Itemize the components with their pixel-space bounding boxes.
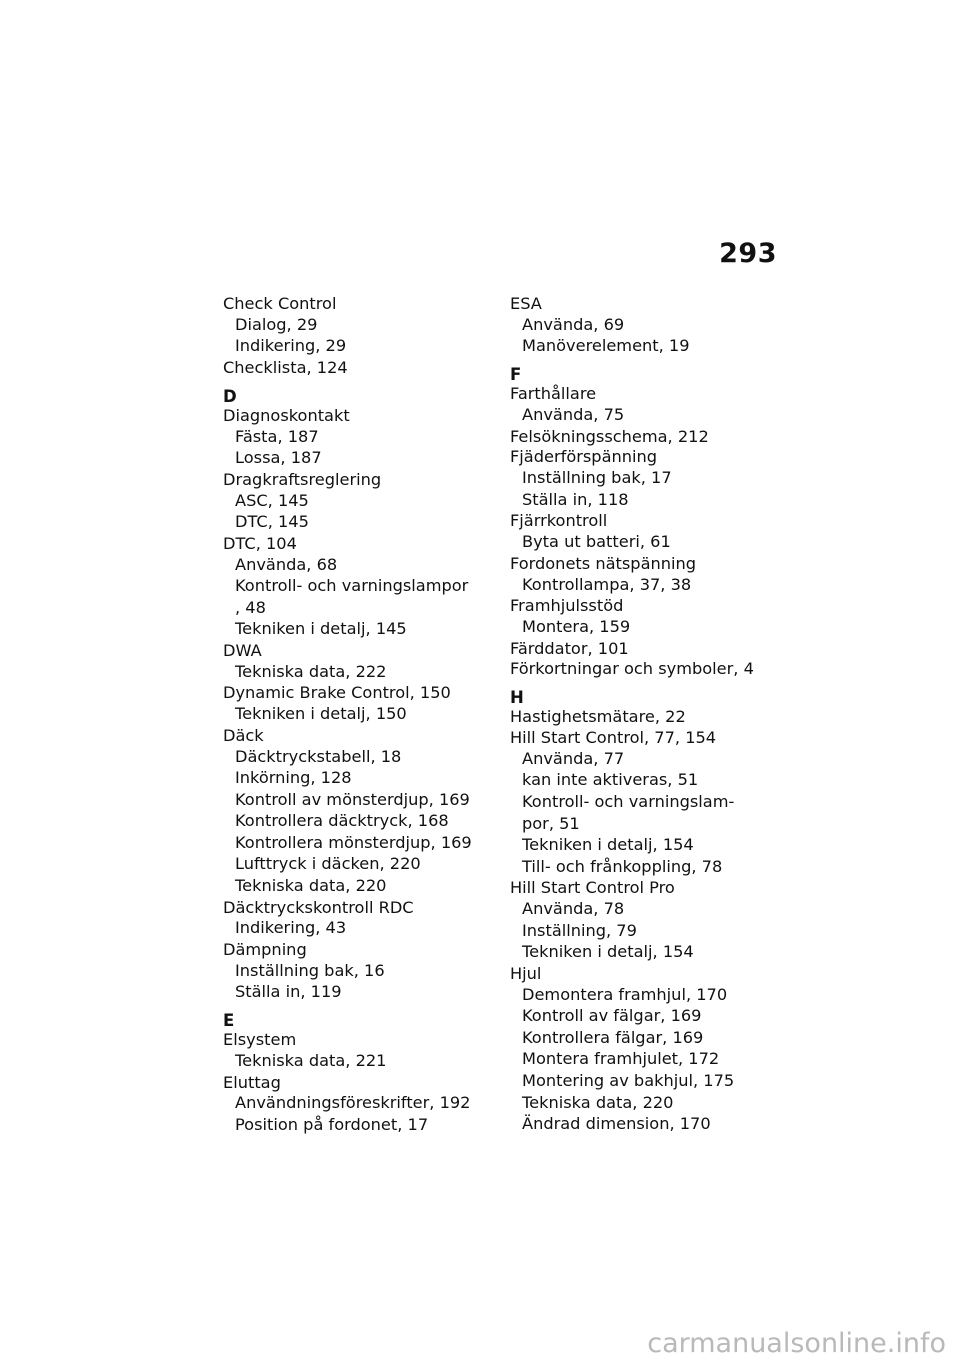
index-entry: Checklista, 124: [223, 357, 348, 377]
index-subentry: Kontroll- och varningslam-: [522, 791, 735, 811]
index-subentry: Inställning bak, 16: [235, 960, 385, 980]
index-entry: Fjäderförspänning: [510, 447, 658, 467]
index-subentry: Byta ut batteri, 61: [522, 532, 671, 552]
index-subentry: Tekniken i detalj, 154: [522, 835, 694, 855]
index-entry: ESA: [510, 294, 542, 313]
index-subentry: Ställa in, 118: [522, 489, 629, 509]
section-letter: F: [510, 365, 522, 385]
index-subentry: Tekniska data, 220: [235, 876, 387, 896]
index-subentry: Använda, 68: [235, 554, 338, 574]
index-entry: Felsökningsschema, 212: [510, 426, 709, 446]
index-subentry: Montera framhjulet, 172: [522, 1049, 720, 1069]
index-entry: Hjul: [510, 963, 542, 983]
index-entry: Fjärrkontroll: [510, 511, 608, 531]
index-entry: Hill Start Control, 77, 154: [510, 727, 717, 747]
index-subentry: Fästa, 187: [235, 426, 319, 446]
index-subentry: Tekniska data, 221: [235, 1051, 387, 1071]
page-number: 293: [719, 238, 777, 269]
index-subentry: Inställning bak, 17: [522, 468, 672, 488]
index-subentry: Position på fordonet, 17: [235, 1115, 429, 1135]
index-subentry: Tekniska data, 220: [522, 1092, 674, 1112]
index-subentry: Använda, 69: [522, 314, 625, 334]
index-entry: Dämpning: [223, 940, 307, 960]
index-subentry: Använda, 75: [522, 404, 625, 424]
watermark: carmanualsonline.info: [647, 1328, 946, 1359]
index-subentry-continuation: por, 51: [522, 813, 580, 833]
index-entry: Dragkraftsreglering: [223, 469, 382, 489]
section-letter: E: [223, 1011, 235, 1031]
index-column-right: [510, 294, 780, 1136]
index-subentry: Kontrollera däcktryck, 168: [235, 811, 449, 831]
index-subentry: Däcktryckstabell, 18: [235, 746, 402, 766]
index-subentry: Lossa, 187: [235, 448, 322, 468]
index-subentry: Indikering, 29: [235, 336, 347, 356]
index-entry: Check Control: [223, 294, 337, 313]
index-entry: Förkortningar och symboler, 4: [510, 659, 754, 679]
index-subentry: Manöverelement, 19: [522, 336, 690, 356]
index-subentry: Inkörning, 128: [235, 768, 352, 788]
index-subentry: Montera, 159: [522, 616, 631, 636]
index-subentry: Indikering, 43: [235, 918, 347, 938]
index-entry: Diagnoskontakt: [223, 405, 350, 425]
index-subentry: Dialog, 29: [235, 314, 318, 334]
index-subentry: ASC, 145: [235, 490, 309, 510]
index-entry: Däcktryckskontroll RDC: [223, 897, 414, 917]
index-entry: Farthållare: [510, 384, 597, 404]
index-subentry: Ändrad dimension, 170: [522, 1114, 711, 1134]
index-subentry: Kontroll av fälgar, 169: [522, 1006, 702, 1026]
index-entry: Eluttag: [223, 1072, 281, 1092]
section-letter: D: [223, 386, 237, 406]
index-entry: Framhjulsstöd: [510, 596, 624, 616]
index-subentry: Ställa in, 119: [235, 982, 342, 1002]
index-subentry: Inställning, 79: [522, 920, 637, 940]
section-letter: H: [510, 688, 524, 708]
index-subentry: Kontrollera mönsterdjup, 169: [235, 832, 472, 852]
index-subentry: kan inte aktiveras, 51: [522, 770, 699, 790]
index-subentry: Tekniken i detalj, 154: [522, 942, 694, 962]
index-subentry: Demontera framhjul, 170: [522, 984, 728, 1004]
index-subentry: Kontrollera fälgar, 169: [522, 1027, 704, 1047]
index-entry: Fordonets nätspänning: [510, 553, 697, 573]
index-subentry: Till- och frånkoppling, 78: [522, 856, 723, 876]
index-subentry: Använda, 77: [522, 748, 625, 768]
index-entry: Dynamic Brake Control, 150: [223, 683, 451, 703]
index-entry: Hastighetsmätare, 22: [510, 707, 686, 727]
index-subentry: Tekniken i detalj, 150: [235, 704, 407, 724]
index-entry: DWA: [223, 640, 262, 660]
index-subentry: Kontrollampa, 37, 38: [522, 574, 692, 594]
index-subentry: Tekniska data, 222: [235, 661, 387, 681]
index-subentry: Tekniken i detalj, 145: [235, 619, 407, 639]
index-subentry: Lufttryck i däcken, 220: [235, 854, 421, 874]
index-subentry: Användningsföreskrifter, 192: [235, 1093, 471, 1113]
index-entry: Elsystem: [223, 1030, 297, 1050]
index-entry: Hill Start Control Pro: [510, 878, 675, 898]
index-subentry-continuation: , 48: [235, 597, 266, 617]
index-column-left: [223, 294, 493, 1137]
index-subentry: Montering av bakhjul, 175: [522, 1071, 735, 1091]
index-entry: Däck: [223, 725, 264, 745]
index-subentry: Kontroll- och varningslampor: [235, 576, 469, 596]
index-entry: Färddator, 101: [510, 638, 629, 658]
index-entry: DTC, 104: [223, 533, 297, 553]
index-subentry: Använda, 78: [522, 899, 625, 919]
index-subentry: Kontroll av mönsterdjup, 169: [235, 789, 470, 809]
index-subentry: DTC, 145: [235, 512, 309, 532]
